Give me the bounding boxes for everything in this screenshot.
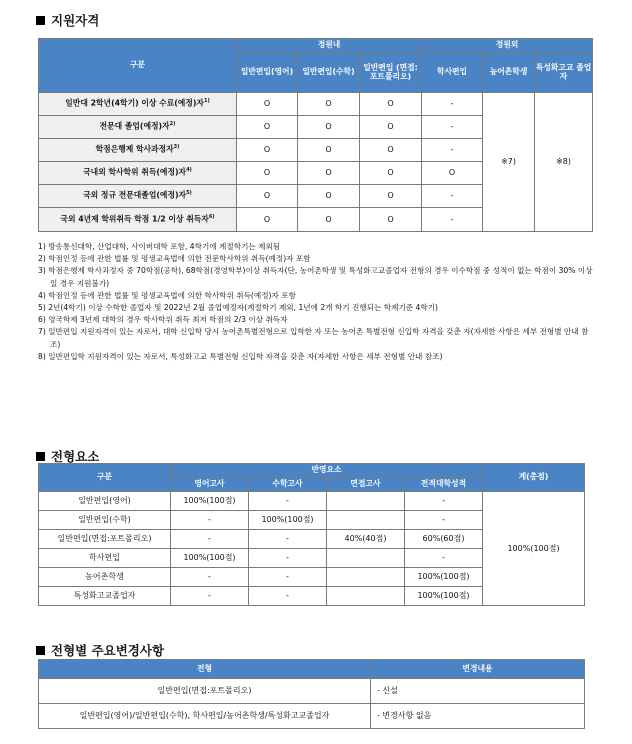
header-category: 구분 xyxy=(39,39,237,93)
cell: 60%(60점) xyxy=(405,530,483,549)
cell: O xyxy=(237,116,298,139)
cell: O xyxy=(237,139,298,162)
table-row xyxy=(39,93,593,116)
cell: - xyxy=(405,492,483,511)
cell: - xyxy=(422,116,483,139)
cell: - xyxy=(249,568,327,587)
row-label: 국외 4년제 학위취득 학점 1/2 이상 취득자$^{6)}$ xyxy=(39,208,237,232)
cell: - xyxy=(249,549,327,568)
cell: - xyxy=(422,185,483,208)
footnote: 2) 학점인정 등에 관한 법률 및 평생교육법에 의한 전문학사학위 취득(예정)자 포함 xyxy=(38,254,311,264)
changes-table xyxy=(38,659,585,729)
cell: O xyxy=(360,93,422,116)
change-cell: - 변경사항 없음 xyxy=(371,704,585,729)
footnotes-list xyxy=(38,241,594,363)
cell: O xyxy=(360,162,422,185)
cell xyxy=(327,568,405,587)
row-label: 농어촌학생 xyxy=(39,568,171,587)
cell: O xyxy=(237,162,298,185)
header-col: 수학고사 xyxy=(249,478,327,492)
cell: O xyxy=(298,185,360,208)
cell: O xyxy=(237,208,298,232)
footnote: 4) 학점인정 등에 관한 법률 및 평생교육법에 의한 학사학위 취득(예정)자 포함 xyxy=(38,290,296,300)
cell: 100%(100점) xyxy=(405,587,483,606)
cell: O xyxy=(422,162,483,185)
cell xyxy=(327,549,405,568)
cell: 100%(100점) xyxy=(405,568,483,587)
cell: 100%(100점) xyxy=(171,492,249,511)
header-col: 전적대학성적 xyxy=(405,478,483,492)
cell: O xyxy=(360,185,422,208)
selection-elements-table xyxy=(38,463,585,606)
cell xyxy=(327,511,405,530)
cell: - xyxy=(171,511,249,530)
footnote: 5) 2년(4학기) 이상 수학한 졸업자 및 2022년 2월 졸업예정자(계절학기 제외, 1년에 2개 학기 진행되는 학제기준 4학기) xyxy=(38,303,438,313)
cell: - xyxy=(422,139,483,162)
section-title-changes: 전형별 주요변경사항 xyxy=(36,641,164,659)
row-label: 일반편입(면접:포트폴리오) xyxy=(39,530,171,549)
footnote: 8) 일반편입학 지원자격이 있는 자로서, 특성화고교 특별전형 신입학 자격을 갖춘 자(자세한 사항은 세부 전형별 안내 참조) xyxy=(38,351,443,361)
footnote: 7) 일반편입 지원자격이 있는 자로서, 대학 신입학 당시 농어촌특별전형으로 입학한 자 또는 농어촌 특별전형 신입학 자격을 갖춘 자(자세한 사항은 세부 전형별 안내 참조) xyxy=(38,327,589,349)
cell: O xyxy=(298,162,360,185)
header-change: 변경내용 xyxy=(371,660,585,679)
footnote: 3) 학점은행제 학사과정자 중 70학점(공학), 68학점(경영학부)이상 취득자(단, 농어촌학생 및 특성화고교졸업자 전형의 경우 이수학점 중 성적이 없는 학점이 30% 이상일 경우 지원불가) xyxy=(38,266,593,288)
header-col: 농어촌학생 xyxy=(483,53,535,93)
vocational-merged-cell: ※8) xyxy=(535,93,593,232)
cell: O xyxy=(237,185,298,208)
row-label: 일반대 2학년(4학기) 이상 수료(예정)자$^{1)}$ xyxy=(39,93,237,116)
header-category: 구분 xyxy=(39,464,171,492)
header-col: 학사편입 xyxy=(422,53,483,93)
row-label: 일반편입(수학) xyxy=(39,511,171,530)
header-reflection: 반영요소 xyxy=(171,464,483,478)
header-total: 계(총점) xyxy=(483,464,585,492)
square-bullet-icon xyxy=(36,646,45,655)
table-row xyxy=(39,679,585,704)
cell: - xyxy=(422,93,483,116)
table-row xyxy=(39,492,585,511)
cell: - xyxy=(249,587,327,606)
section-title-selection-elements: 전형요소 xyxy=(36,447,99,465)
header-col: 특성화고교 졸업자 xyxy=(535,53,593,93)
type-cell: 일반편입(영어)/일반편입(수학), 학사편입/농어촌학생/특성화고교졸업자 xyxy=(39,704,371,729)
cell xyxy=(327,492,405,511)
cell: - xyxy=(171,587,249,606)
footnote: 6) 영국학제 3년제 대학의 경우 학사학위 취득 최저 학점의 2/3 이상 취득자 xyxy=(38,315,288,325)
cell: - xyxy=(405,549,483,568)
square-bullet-icon xyxy=(36,452,45,461)
header-col: 일반편입(수학) xyxy=(298,53,360,93)
eligibility-table xyxy=(38,38,593,232)
cell: - xyxy=(249,492,327,511)
header-within-quota: 정원내 xyxy=(237,39,422,53)
row-label: 학점은행제 학사과정자$^{3)}$ xyxy=(39,139,237,162)
header-col: 일반편입(영어) xyxy=(237,53,298,93)
footnote: 1) 방송통신대학, 산업대학, 사이버대학 포함, 4학기에 계절학기는 제외됨 xyxy=(38,242,281,251)
cell: O xyxy=(298,116,360,139)
cell: 100%(100점) xyxy=(171,549,249,568)
cell: - xyxy=(171,530,249,549)
cell: O xyxy=(237,93,298,116)
change-cell: - 신설 xyxy=(371,679,585,704)
section-title-eligibility: 지원자격 xyxy=(36,11,99,29)
cell: O xyxy=(360,116,422,139)
cell: - xyxy=(405,511,483,530)
cell: 100%(100점) xyxy=(249,511,327,530)
cell: - xyxy=(249,530,327,549)
cell xyxy=(327,587,405,606)
cell: O xyxy=(298,93,360,116)
row-label: 국외 정규 전문대졸업(예정)자$^{5)}$ xyxy=(39,185,237,208)
cell: O xyxy=(360,208,422,232)
square-bullet-icon xyxy=(36,16,45,25)
row-label: 국내외 학사학위 취득(예정)자$^{4)}$ xyxy=(39,162,237,185)
row-label: 특성화고교졸업자 xyxy=(39,587,171,606)
row-label: 학사편입 xyxy=(39,549,171,568)
cell: 40%(40점) xyxy=(327,530,405,549)
table-row xyxy=(39,704,585,729)
header-col: 영어고사 xyxy=(171,478,249,492)
cell: O xyxy=(298,139,360,162)
cell: - xyxy=(171,568,249,587)
total-cell: 100%(100점) xyxy=(483,492,585,606)
cell: - xyxy=(422,208,483,232)
header-type: 전형 xyxy=(39,660,371,679)
row-label: 전문대 졸업(예정)자$^{2)}$ xyxy=(39,116,237,139)
header-col: 면접고사 xyxy=(327,478,405,492)
type-cell: 일반편입(면접:포트폴리오) xyxy=(39,679,371,704)
row-label: 일반편입(영어) xyxy=(39,492,171,511)
cell: O xyxy=(298,208,360,232)
header-outside-quota: 정원외 xyxy=(422,39,593,53)
farmer-merged-cell: ※7) xyxy=(483,93,535,232)
cell: O xyxy=(360,139,422,162)
header-col: 일반편입 (면접: 포트폴리오) xyxy=(360,53,422,93)
